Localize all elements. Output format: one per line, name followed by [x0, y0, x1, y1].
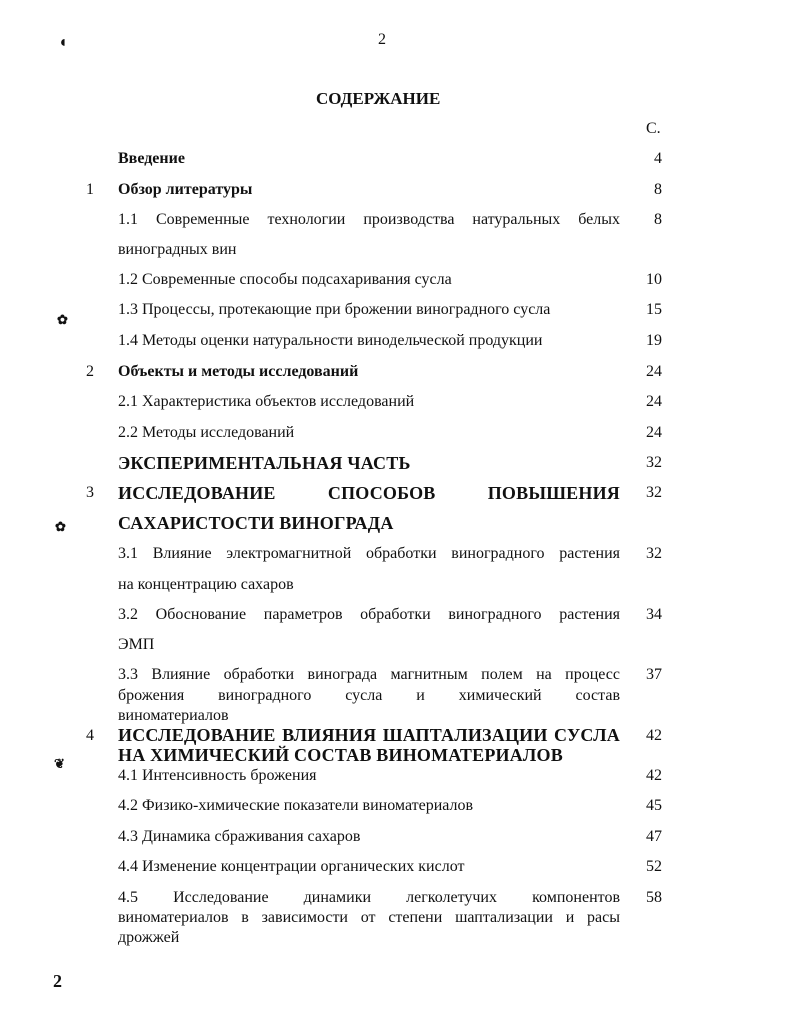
toc-chapter-title: САХАРИСТОСТИ ВИНОГРАДА: [118, 513, 394, 533]
toc-entry-page: 24: [646, 363, 662, 380]
toc-entry-page: 58: [646, 889, 662, 906]
toc-chapter-number: 4: [86, 727, 94, 744]
toc-entry-title: 1.3 Процессы, протекающие при брожении виноградного сусла: [118, 301, 551, 318]
toc-chapter-number: 1: [86, 181, 94, 198]
toc-entry-page: 24: [646, 393, 662, 410]
toc-entry-title: дрожжей: [118, 929, 180, 946]
toc-entry-title: 2.1 Характеристика объектов исследований: [118, 393, 415, 410]
toc-entry-title: на концентрацию сахаров: [118, 576, 294, 593]
toc-entry-title: Введение: [118, 150, 185, 167]
page-column-header: С.: [646, 120, 661, 137]
toc-entry-page: 8: [654, 211, 662, 228]
toc-chapter-number: 3: [86, 484, 94, 501]
toc-entry-title: 1.4 Методы оценки натуральности винодельческой продукции: [118, 332, 543, 349]
scan-speck: ❦: [54, 756, 65, 771]
toc-entry-title: Обзор литературы: [118, 181, 253, 198]
toc-entry-page: 24: [646, 424, 662, 441]
toc-entry-title: 1.2 Современные способы подсахаривания сусла: [118, 271, 452, 288]
toc-entry-page: 32: [646, 454, 662, 471]
toc-entry-title: 4.3 Динамика сбраживания сахаров: [118, 828, 361, 845]
toc-entry-title: ЭМП: [118, 636, 155, 653]
toc-entry-page: 45: [646, 797, 662, 814]
toc-entry-title: 3.1 Влияние электромагнитной обработки виноградного растения: [118, 545, 620, 562]
toc-section-heading: ЭКСПЕРИМЕНТАЛЬНАЯ ЧАСТЬ: [118, 453, 411, 473]
toc-entry-page: 37: [646, 666, 662, 683]
toc-chapter-number: 2: [86, 363, 94, 380]
toc-entry-page: 32: [646, 545, 662, 562]
toc-entry-title: 2.2 Методы исследований: [118, 424, 295, 441]
toc-entry-title: 4.5 Исследование динамики легколетучих компонентов: [118, 889, 620, 906]
toc-entry-title: виноматериалов: [118, 707, 229, 724]
toc-entry-title: Объекты и методы исследований: [118, 363, 359, 380]
toc-entry-page: 19: [646, 332, 662, 349]
toc-entry-page: 10: [646, 271, 662, 288]
toc-entry-page: 52: [646, 858, 662, 875]
toc-entry-title: виноматериалов в зависимости от степени шаптализации и расы: [118, 909, 620, 926]
toc-entry-page: 15: [646, 301, 662, 318]
toc-entry-page: 42: [646, 767, 662, 784]
page-title: СОДЕРЖАНИЕ: [316, 89, 441, 108]
toc-entry-title: 3.2 Обоснование параметров обработки виноградного растения: [118, 606, 620, 623]
toc-entry-title: 3.3 Влияние обработки винограда магнитным полем на процесс: [118, 666, 620, 683]
toc-entry-title: виноградных вин: [118, 241, 237, 258]
toc-entry-title: брожения виноградного сусла и химический состав: [118, 687, 620, 704]
toc-chapter-title: НА ХИМИЧЕСКИЙ СОСТАВ ВИНОМАТЕРИАЛОВ: [118, 745, 563, 765]
toc-entry-page: 4: [654, 150, 662, 167]
toc-entry-title: 4.2 Физико-химические показатели виноматериалов: [118, 797, 474, 814]
scan-speck: ✿: [55, 519, 66, 534]
corner-mark: 2: [53, 971, 62, 991]
toc-entry-page: 34: [646, 606, 662, 623]
toc-entry-page: 42: [646, 727, 662, 744]
toc-entry-title: 4.1 Интенсивность брожения: [118, 767, 317, 784]
toc-entry-title: 4.4 Изменение концентрации органических кислот: [118, 858, 465, 875]
toc-entry-page: 8: [654, 181, 662, 198]
scan-speck: ✿: [57, 312, 68, 327]
page-number: 2: [378, 31, 386, 48]
toc-chapter-title: ИССЛЕДОВАНИЕ СПОСОБОВ ПОВЫШЕНИЯ: [118, 483, 620, 503]
toc-chapter-title: ИССЛЕДОВАНИЕ ВЛИЯНИЯ ШАПТАЛИЗАЦИИ СУСЛА: [118, 725, 620, 745]
toc-entry-title: 1.1 Современные технологии производства натуральных белых: [118, 211, 620, 228]
toc-entry-page: 47: [646, 828, 662, 845]
scan-speck: ◖: [58, 34, 68, 51]
toc-entry-page: 32: [646, 484, 662, 501]
